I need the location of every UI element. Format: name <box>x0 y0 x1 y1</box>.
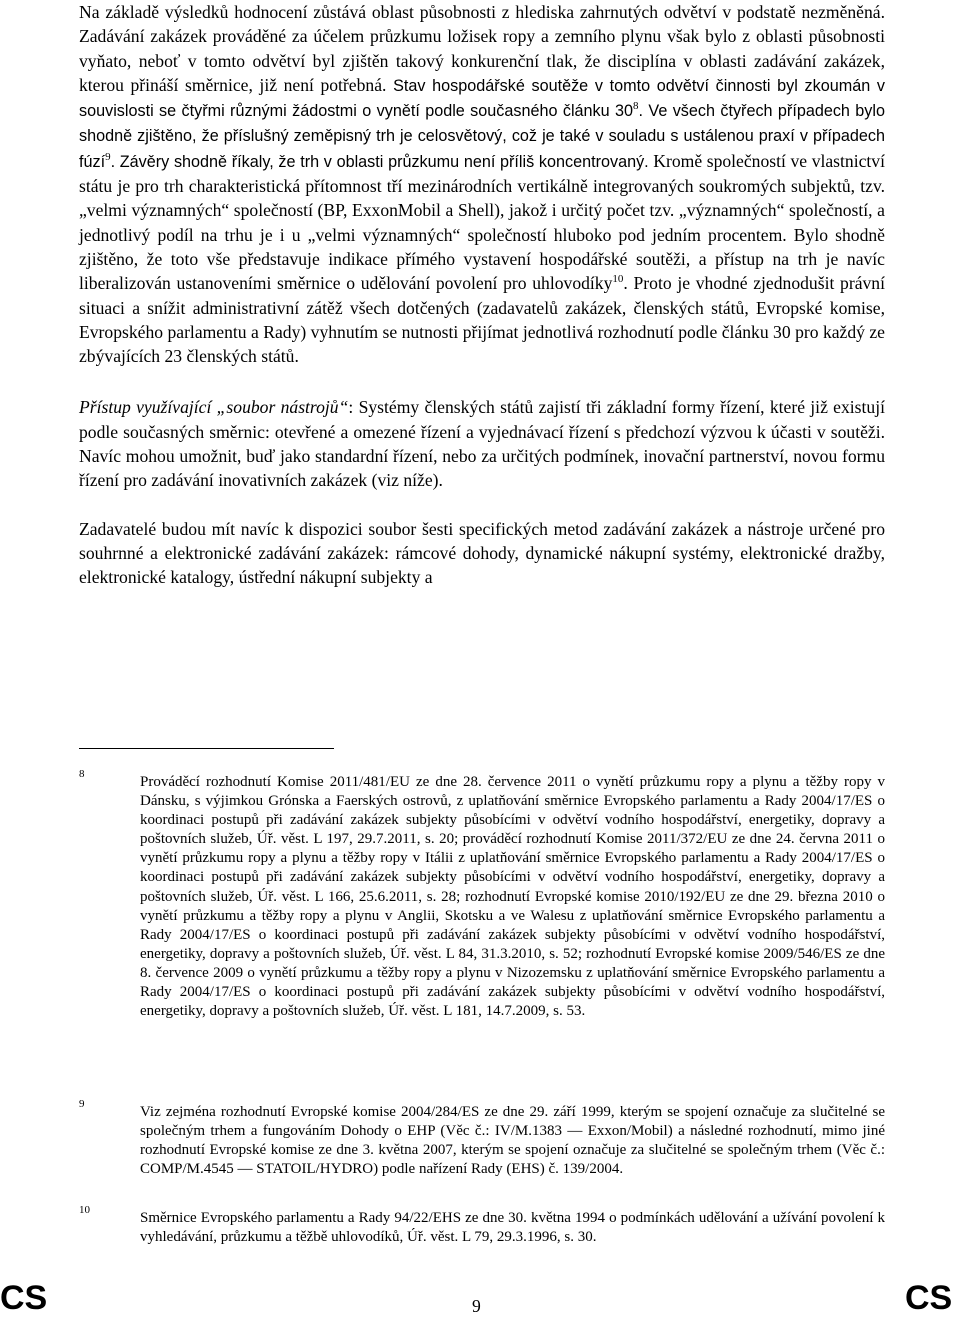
paragraph-text: . Závěry shodně říkaly, že trh v oblasti průzkumu není příliš koncentrovaný. <box>110 152 649 171</box>
paragraph-article-30 <box>79 0 885 368</box>
paragraph-toolbox <box>79 395 885 492</box>
footer-language-left: CS <box>0 1279 48 1317</box>
paragraph-text: Stav hospodářské soutěže v tomto odvětví činnosti byl zkoumán v souvislosti se čtyřmi různými žádostmi o vynětí podle současného článku 30 <box>79 76 885 121</box>
footnote-text: Prováděcí rozhodnutí Komise 2011/481/EU ze dne 28. července 2011 o vynětí průzkumu ropy a plynu a těžby ropy v Dánsku, s výjimkou Grónska a Faerských ostrovů, z uplatňování směrnice Evropského parlamentu a Rady 2004/17/ES o koordinaci postupů při zadávání zakázek subjekty působícími v odvětví vodního hospodářství, energetiky, dopravy a poštovních služeb, Úř. věst. L 197, 29.7.2011, s. 20; prováděcí rozhodnutí Komise 2011/372/EU ze dne 24. června 2011 o vynětí průzkumu ropy a plynu a těžby ropy v Itálii z uplatňování směrnice Evropského parlamentu a Rady 2004/17/ES o koordinaci postupů při zadávání zakázek subjekty působícími v odvětví vodního hospodářství, energetiky, dopravy a poštovních služeb, Úř. věst. L 166, 25.6.2011, s. 28; rozhodnutí Evropské komise 2010/192/EU ze dne 29. března 2010 o vynětí průzkumu a těžby ropy a plynu v Anglii, Skotsku a ve Walesu z uplatňování směrnice Evropského parlamentu a Rady 2004/17/ES o koordinaci postupů při zadávání zakázek subjekty působícími v odvětví vodního hospodářství, energetiky, dopravy a poštovních služeb, Úř. věst. L 84, 31.3.2010, s. 52; rozhodnutí Evropské komise 2009/546/ES ze dne 8. července 2009 o vynětí průzkumu a těžby ropy a plynu v Nizozemsku z uplatňování směrnice Evropského parlamentu a Rady 2004/17/ES o koordinaci postupů při zadávání zakázek subjekty působícími v odvětví vodního hospodářství, energetiky, dopravy a poštovních služeb, Úř. věst. L 181, 14.7.2009, s. 53. <box>140 774 885 1020</box>
paragraph-methods: Zadavatelé budou mít navíc k dispozici soubor šesti specifických metod zadávání zakázek a nástroje určené pro souhrnné a elektronické zadávání zakázek: rámcové dohody, dynamické nákupní systémy, elektronické dražby, elektronické katalogy, ústřední nákupní subjekty a <box>79 518 885 588</box>
paragraph-heading: Přístup využívající „soubor nástrojů“ <box>79 397 349 418</box>
paragraph-text: Kromě společností ve vlastnictví státu je pro trh charakteristická přítomnost tří mezinárodních vertikálně integrovaných soukromých subjektů, tzv. „velmi významných“ společností (BP, ExxonMobil a Shell), jakož i určitý počet tzv. „významných“ společností, a jednotlivý podíl na trhu je i u „velmi významných“ společností hluboko pod jedním procentem. Bylo shodně zjištěno, že toto vše představuje indikace přímého vystavení hospodářské soutěži, a přístup na trh je navíc liberalizován ustanoveními směrnice o udělování povolení pro uhlovodíky <box>79 150 885 294</box>
paragraph-text: : Systémy členských států zajistí tři základní formy řízení, které již existují podle současných směrnic: otevřené a omezené řízení a vyjednávací řízení s předchozí výzvou k účasti v soutěži. Navíc mohou umožnit, buď jako standardní řízení, nebo za určitých podmínek, inovační partnerství, novou formu řízení pro zadávání inovativních zakázek (viz níže). <box>79 397 885 491</box>
paragraph-text: . Proto je vhodné zjednodušit právní situaci a snížit administrativní zátěž všech dotčených (zadavatelů zakázek, členských států, Evropské komise, Evropského parlamentu a Rady) vyhnutím se nutnosti přijímat jednotlivá rozhodnutí podle článku 30 pro každý ze zbývajících 23 členských států. <box>79 273 885 367</box>
page-number: 9 <box>472 1296 481 1316</box>
footnote-number: 9 <box>79 1098 85 1110</box>
footnote-text: Viz zejména rozhodnutí Evropské komise 2004/284/ES ze dne 29. září 1999, kterým se spojení označuje za slučitelné se společným trhem a fungováním Dohody o EHP (Věc č.: IV/M.1383 — Exxon/Mobil) a následné rozhodnutí, mimo jiné rozhodnutí Evropské komise ze dne 3. května 2007, kterým se spojení označuje za slučitelné se společným trhem (Věc č.: COMP/M.4545 — STATOIL/HYDRO) podle nařízení Rady (EHS) č. 139/2004. <box>140 1104 885 1178</box>
footnote-ref-10[interactable]: 10 <box>612 273 624 286</box>
paragraph-text: Na základě výsledků hodnocení zůstává oblast působnosti z hlediska zahrnutých odvětví v podstatě nezměněná. Zadávání zakázek prováděné za účelem průzkumu ložisek ropy a zemního plynu však bylo z oblasti působnosti vyňato, neboť v tomto odvětví byl zjištěn takový konkurenční tlak, že disciplína v oblasti zadávání zakázek, kterou přináší směrnice, již není potřebná. <box>79 2 885 95</box>
footnote-separator <box>79 748 334 749</box>
footnote-number: 8 <box>79 768 85 780</box>
footnote-number: 10 <box>79 1204 90 1216</box>
footnote-text: Směrnice Evropského parlamentu a Rady 94/22/EHS ze dne 30. května 1994 o podmínkách udělování a užívání povolení k vyhledávání, průzkumu a těžbě uhlovodíků, Úř. věst. L 79, 29.3.1996, s. 30. <box>140 1210 885 1246</box>
footer-language-right: CS <box>905 1279 953 1317</box>
paragraph-text: . Ve všech čtyřech případech bylo shodně zjištěno, že příslušný zeměpisný trh je celosvětový, což je také v souladu s ustálenou praxí v případech fúzí <box>79 102 885 171</box>
footnote-ref-9[interactable]: 9 <box>105 150 111 163</box>
main-text <box>79 0 885 590</box>
footnote-ref-8[interactable]: 8 <box>633 100 639 113</box>
